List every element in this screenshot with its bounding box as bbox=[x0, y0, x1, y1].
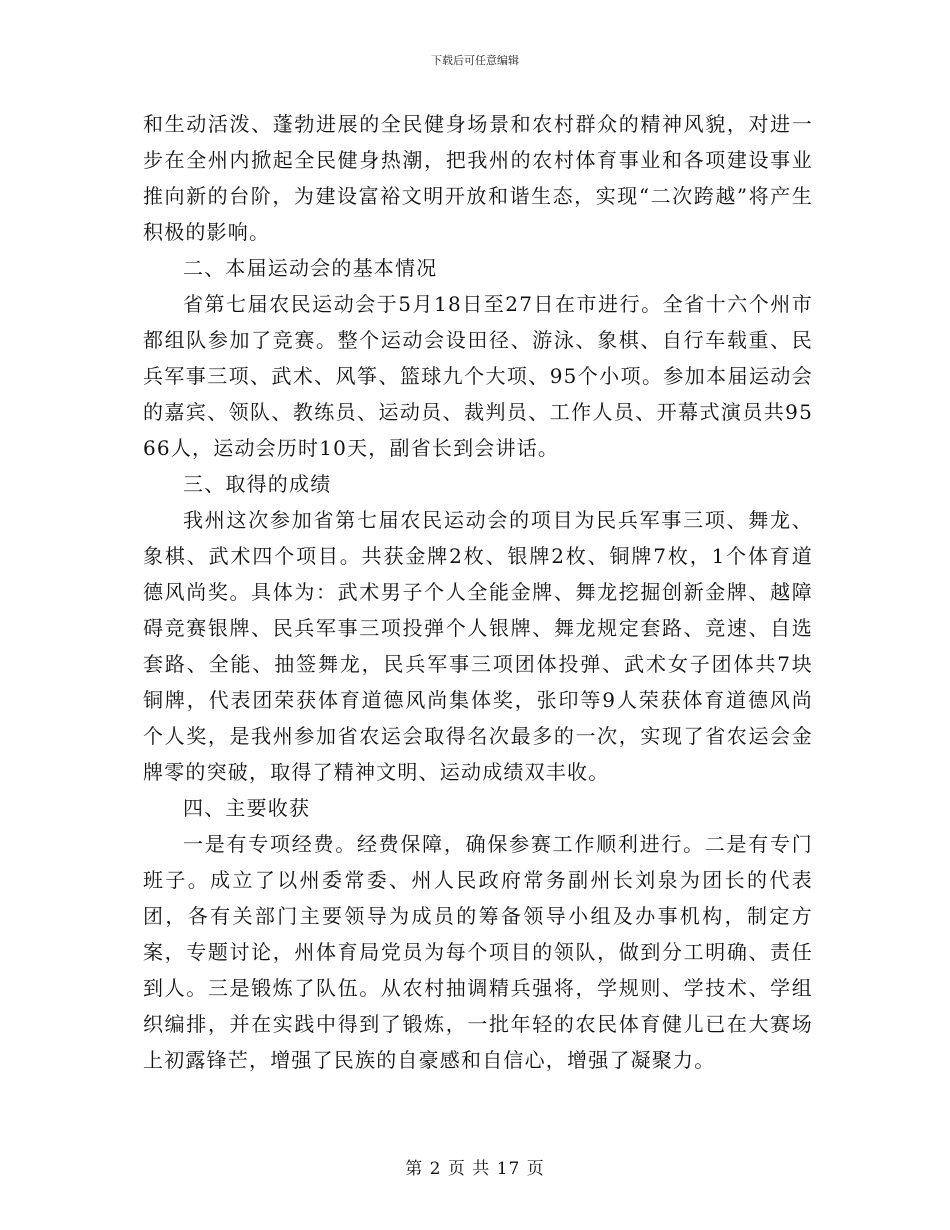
paragraph-continuation: 和生动活泼、蓬勃进展的全民健身场景和农村群众的精神风貌，对进一步在全州内掀起全民健身热潮，把我州的农村体育事业和各项建设事业推向新的台阶，为建设富裕文明开放和谐生态，实现“二次跨越”将产生积极的影响。 bbox=[143, 112, 813, 244]
page-header: 下载后可任意编辑 bbox=[431, 54, 519, 67]
section-heading-achievements: 三、取得的成绩 bbox=[183, 472, 332, 496]
section-heading-basic-situation: 二、本届运动会的基本情况 bbox=[183, 256, 438, 280]
page-content bbox=[143, 106, 813, 1078]
section-heading-main-gains: 四、主要收获 bbox=[183, 796, 311, 820]
paragraph-achievements: 我州这次参加省第七届农民运动会的项目为民兵军事三项、舞龙、象棋、武术四个项目。共获金牌2枚、银牌2枚、铜牌7枚，1个体育道德风尚奖。具体为：武术男子个人全能金牌、舞龙挖掘创新金牌、越障碍竞赛银牌、民兵军事三项投弹个人银牌、舞龙规定套路、竞速、自选套路、全能、抽签舞龙，民兵军事三项团体投弹、武术女子团体共7块铜牌，代表团荣获体育道德风尚集体奖，张印等9人荣获体育道德风尚个人奖，是我州参加省农运会取得名次最多的一次，实现了省农运会金牌零的突破，取得了精神文明、运动成绩双丰收。 bbox=[143, 508, 813, 784]
paragraph-basic-situation: 省第七届农民运动会于5月18日至27日在市进行。全省十六个州市都组队参加了竞赛。整个运动会设田径、游泳、象棋、自行车载重、民兵军事三项、武术、风筝、篮球九个大项、95个小项。参加本届运动会的嘉宾、领队、教练员、运动员、裁判员、工作人员、开幕式演员共9566人，运动会历时10天，副省长到会讲话。 bbox=[143, 292, 813, 460]
page-number-footer: 第 2 页 共 17 页 bbox=[405, 1159, 545, 1179]
paragraph-main-gains: 一是有专项经费。经费保障，确保参赛工作顺利进行。二是有专门班子。成立了以州委常委、州人民政府常务副州长刘泉为团长的代表团，各有关部门主要领导为成员的筹备领导小组及办事机构，制定方案，专题讨论，州体育局党员为每个项目的领队，做到分工明确、责任到人。三是锻炼了队伍。从农村抽调精兵强将，学规则、学技术、学组织编排，并在实践中得到了锻炼，一批年轻的农民体育健儿已在大赛场上初露锋芒，增强了民族的自豪感和自信心，增强了凝聚力。 bbox=[143, 832, 813, 1072]
